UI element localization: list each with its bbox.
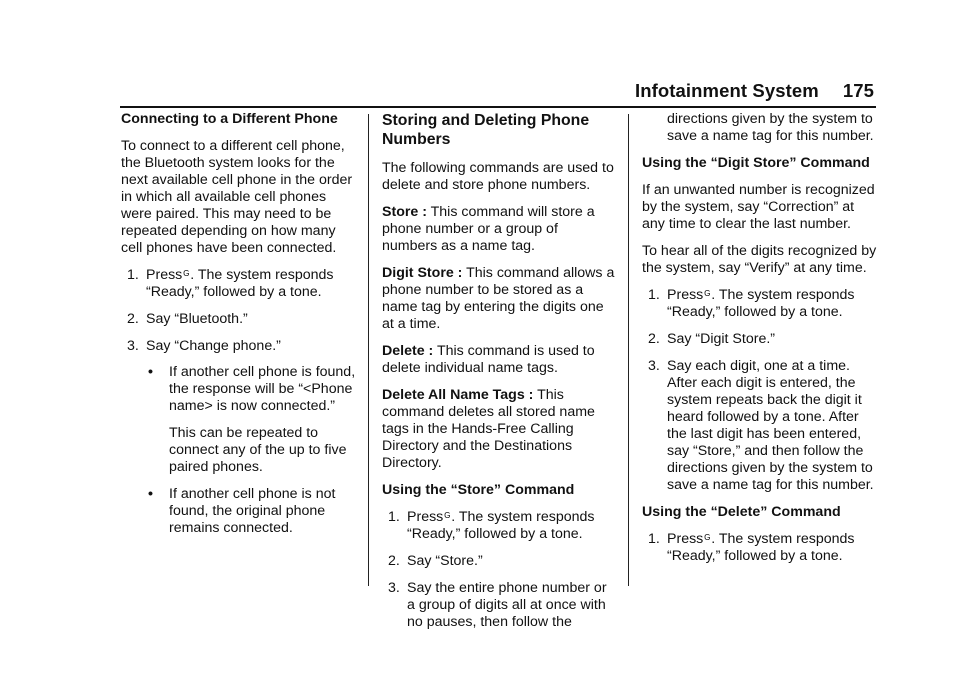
step-text: Say “Store.” (407, 553, 483, 569)
list-item (642, 531, 878, 565)
step-text: Say the entire phone number or a group of digits all at once with no pauses, then follow the (407, 580, 607, 630)
definition-delete-all (382, 387, 616, 472)
column-1 (121, 111, 357, 547)
step-text: Say each digit, one at a time. After each digit is entered, the system repeats back the digit it heard followed by a tone. After the last digit has been entered, say “Store,” and then follow the directions given by the system to save a name tag for this number. (667, 358, 874, 493)
continued-step-text: directions given by the system to save a name tag for this number. (667, 111, 874, 144)
bullet-icon: • (148, 364, 153, 380)
step-number: 3. (127, 338, 139, 354)
list-item (121, 311, 357, 328)
definition-text: This command will store a phone number or a group of numbers as a name tag. (382, 204, 595, 254)
paragraph-intro: The following commands are used to delete and store phone numbers. (382, 160, 614, 193)
page-section-title: Infotainment System (634, 80, 819, 101)
step-text: . The system responds “Ready,” followed by a tone. (667, 531, 855, 564)
steps-list (642, 287, 878, 494)
paragraph-intro: To connect to a different cell phone, the Bluetooth system looks for the next available cell phone in the order in which all available cell phones were paired. This may need to be repeated depending on how many cell phones have been connected. (121, 138, 353, 256)
subheading-delete-command: Using the “Delete” Command (642, 504, 841, 520)
step-text: . The system responds “Ready,” followed by a tone. (667, 287, 855, 320)
definition-text: This command deletes all stored name tags in the Hands-Free Calling Directory and the Destinations Directory. (382, 387, 595, 471)
step-number: 1. (648, 531, 660, 547)
step-number: 1. (648, 287, 660, 303)
subheading-store-command: Using the “Store” Command (382, 482, 575, 498)
definition-store (382, 204, 616, 255)
page-number: 175 (842, 80, 874, 101)
step-text: Press (667, 531, 704, 547)
column-3 (642, 111, 878, 575)
paragraph-correction: If an unwanted number is recognized by the system, say “Correction” at any time to clear the last number. (642, 182, 875, 232)
bullet-list (146, 364, 357, 537)
list-item (382, 580, 616, 631)
list-item (146, 364, 357, 476)
step-number: 2. (648, 331, 660, 347)
paragraph-verify: To hear all of the digits recognized by the system, say “Verify” at any time. (642, 243, 877, 276)
step-text: Press (667, 287, 704, 303)
list-item (121, 338, 357, 537)
page-header (0, 80, 874, 102)
push-to-talk-icon: ᴳ (183, 268, 190, 282)
step-number: 2. (388, 553, 400, 569)
list-item (642, 287, 878, 321)
list-item (642, 331, 878, 348)
step-text: Say “Bluetooth.” (146, 311, 248, 327)
column-divider-2 (628, 114, 629, 586)
list-item (382, 509, 616, 543)
steps-list (642, 531, 878, 565)
step-number: 2. (127, 311, 139, 327)
step-text: . The system responds “Ready,” followed by a tone. (407, 509, 595, 542)
bullet-text: If another cell phone is not found, the original phone remains connected. (169, 486, 336, 536)
definition-term: Delete All Name Tags : (382, 387, 534, 403)
column-divider-1 (368, 114, 369, 586)
list-item (642, 358, 878, 494)
header-rule (120, 106, 876, 108)
step-number: 3. (388, 580, 400, 596)
push-to-talk-icon: ᴳ (704, 288, 711, 302)
definition-term: Digit Store : (382, 265, 463, 281)
definition-term: Store : (382, 204, 427, 220)
step-number: 1. (127, 267, 139, 283)
bullet-text: If another cell phone is found, the response will be “<Phone name> is now connected.” (169, 364, 356, 414)
bullet-icon: • (148, 486, 153, 502)
definition-text: This command is used to delete individual name tags. (382, 343, 595, 376)
push-to-talk-icon: ᴳ (444, 510, 451, 524)
definition-term: Delete : (382, 343, 434, 359)
step-text: Say “Change phone.” (146, 338, 281, 354)
definition-text: This command allows a phone number to be stored as a name tag by entering the digits one at a time. (382, 265, 615, 332)
step-text: Press (146, 267, 183, 283)
subheading-different-phone: Connecting to a Different Phone (121, 111, 338, 127)
step-text: . The system responds “Ready,” followed by a tone. (146, 267, 334, 300)
step-text: Press (407, 509, 444, 525)
step-number: 3. (648, 358, 660, 374)
list-item (382, 553, 616, 570)
list-item (121, 267, 357, 301)
subheading-digit-store-command: Using the “Digit Store” Command (642, 155, 870, 171)
step-text: Say “Digit Store.” (667, 331, 776, 347)
column-2 (382, 111, 616, 641)
steps-list (121, 267, 357, 537)
step-number: 1. (388, 509, 400, 525)
steps-list (382, 509, 616, 631)
push-to-talk-icon: ᴳ (704, 532, 711, 546)
list-item (146, 486, 357, 537)
definition-delete (382, 343, 616, 377)
bullet-subtext: This can be repeated to connect any of the up to five paired phones. (169, 425, 347, 475)
definition-digit-store (382, 265, 616, 333)
section-title: Storing and Deleting Phone Numbers (382, 112, 590, 148)
